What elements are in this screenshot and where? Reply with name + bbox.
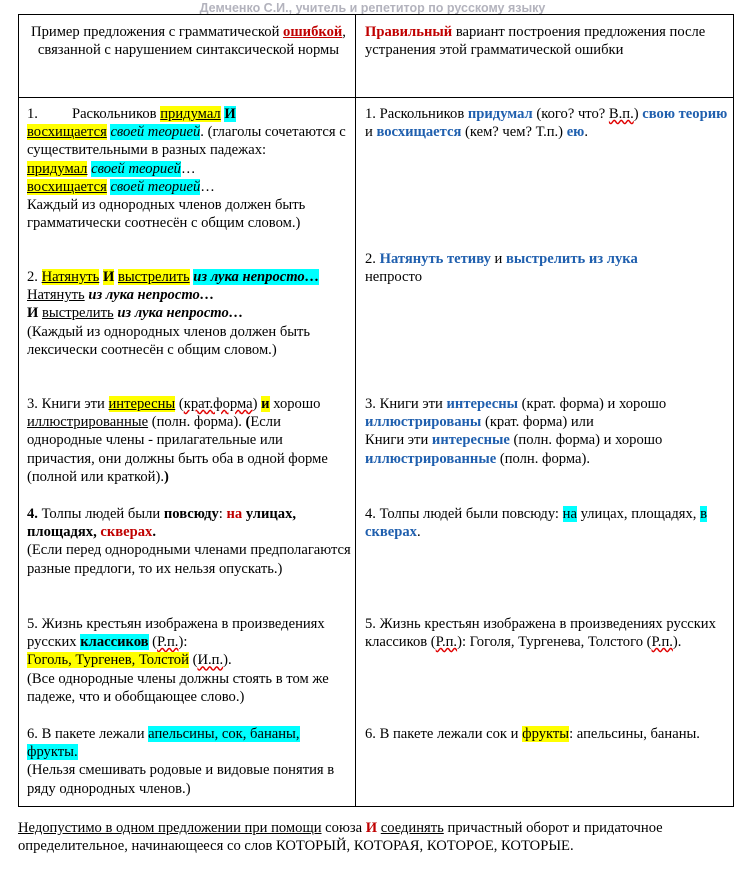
text: хорошо [273, 396, 321, 412]
text: выстрелить из лука [506, 251, 638, 267]
header-left-error-word: ошибкой [283, 24, 343, 40]
text: (крат. форма) и хорошо [518, 396, 667, 412]
text: . [416, 524, 421, 541]
text: ) [633, 106, 639, 122]
text: 3. Книги эти [365, 396, 443, 412]
highlight-object: своей теорией [91, 160, 181, 177]
table-row [19, 98, 734, 807]
text: (Каждый из однородных членов должен быть лексически соотнесён с общим словом.) [27, 323, 311, 358]
text: интересны [446, 396, 519, 412]
right-example-4 [365, 505, 729, 615]
highlight-verb: Натянуть [41, 269, 100, 285]
text: (Если перед однородными членами предполагаются разные предлоги, то их нельзя опускать.) [27, 542, 351, 577]
text: улицах, площадях, [580, 506, 697, 522]
right-example-6 [365, 725, 729, 743]
text: свою теорию [642, 106, 728, 122]
text: скверах [365, 524, 417, 541]
text: улицах, площадях, [27, 506, 297, 541]
right-example-3 [365, 395, 729, 505]
text: … [180, 160, 196, 177]
spellcheck-word: Р.п. [157, 634, 179, 651]
text: на [226, 506, 243, 522]
highlight-verb: придумал [160, 106, 221, 122]
text: (полн. форма). [496, 450, 590, 467]
left-example-4 [27, 505, 351, 615]
text: причастный оборот и придаточное определительное, начинающееся со слов КОТОРЫЙ, КОТОРАЯ, КОТОРОЕ, КОТОРЫЕ. [18, 820, 663, 855]
text: иллюстрированные [365, 450, 497, 467]
right-example-2 [365, 250, 729, 395]
text: Раскольников [71, 106, 157, 122]
text: ) [164, 468, 169, 485]
header-right [356, 15, 734, 98]
grammar-table [18, 14, 734, 807]
highlight-conjunction: И [224, 106, 236, 122]
text: соединять [380, 820, 444, 836]
text: скверах [100, 524, 153, 541]
text: 4. Толпы людей были повсюду: [365, 506, 559, 522]
text: иллюстрированы [365, 414, 482, 431]
text: Каждый из однородных членов должен быть грамматически соотнесён с общим словом.) [27, 197, 306, 232]
highlight-object: своей теорией [110, 178, 201, 195]
highlight-adjective: интересны [108, 396, 176, 412]
spellcheck-word: Р.п. [435, 634, 458, 651]
highlight-preposition: на [562, 506, 577, 522]
header-right-correct-word: Правильный [365, 24, 453, 40]
text: И [27, 305, 39, 322]
text: ). [223, 652, 232, 669]
highlight-list: апельсины, сок, бананы, фрукты. [27, 726, 300, 761]
text: 6. В пакете лежали [27, 726, 145, 742]
spellcheck-word: крат.форма [183, 396, 253, 412]
highlight-verb: восхищается [27, 178, 107, 195]
text: ( [192, 652, 198, 669]
text: : [218, 506, 223, 522]
text: Книги эти [365, 432, 429, 449]
text: ): Гоголя, Тургенева, Толстого ( [457, 634, 652, 651]
text: ею [566, 124, 585, 141]
item-number: 1. [27, 106, 38, 122]
spellcheck-word: В.п. [608, 106, 634, 122]
text: ). [672, 634, 682, 651]
text: 5. Жизнь крестьян изображена в произведениях русских классиков ( [365, 616, 716, 651]
text: 5. Жизнь крестьян изображена в произведениях русских [27, 616, 325, 651]
text: (крат. форма) или [481, 414, 594, 431]
text: ( [152, 634, 158, 651]
text: Недопустимо в одном предложении при помощи [18, 820, 322, 836]
watermark: Демченко С.И., учитель и репетитор по русскому языку [199, 1, 546, 15]
text: 3. Книги эти [27, 396, 105, 412]
examples-left-cell [19, 98, 356, 807]
header-left-text-2: , связанной с нарушением синтаксической нормы [37, 24, 346, 59]
text: (полн. форма) и хорошо [509, 432, 663, 449]
highlight-preposition: в [700, 506, 707, 522]
text: выстрелить [42, 305, 114, 322]
text: Если однородные члены - прилагательные или причастия, они должны быть оба в одной форме (полной или краткой). [27, 414, 328, 485]
highlight-conjunction: и [261, 396, 270, 412]
text: … [200, 178, 215, 195]
text: иллюстрированные [27, 414, 149, 431]
text: И [365, 820, 378, 836]
left-example-2 [27, 268, 351, 395]
text: придумал [467, 106, 533, 122]
header-left [19, 15, 356, 98]
header-row [19, 15, 734, 98]
text: . [152, 524, 157, 541]
highlight-list: Гоголь, Тургенев, Толстой [27, 652, 189, 669]
text: (кем? чем? Т.п.) [461, 124, 564, 141]
header-right-text: вариант построения предложения после устранения этой грамматической ошибки [365, 24, 706, 59]
text: непросто [365, 269, 423, 286]
text: ) [252, 396, 258, 412]
left-example-3 [27, 395, 351, 505]
text: 1. Раскольников [365, 106, 465, 122]
text: . (глаголы сочетаются с существительными в разных падежах: [27, 124, 346, 159]
highlight-verb: восхищается [27, 124, 107, 141]
spellcheck-word: Р.п. [651, 634, 673, 651]
text: 2. [365, 251, 376, 267]
header-left-text-1: Пример предложения с грамматической [31, 24, 280, 40]
text: . [584, 124, 588, 141]
right-example-1 [365, 105, 729, 250]
text: (кого? что? [532, 106, 606, 122]
item-number: 2. [27, 269, 38, 285]
highlight-verb: придумал [27, 160, 88, 177]
text: Натянуть тетиву [379, 251, 491, 267]
highlight-phrase: из лука непросто… [193, 269, 320, 285]
text: и [365, 124, 373, 141]
text: из лука непросто… [117, 305, 244, 322]
examples-right-cell [356, 98, 734, 807]
text: Толпы людей были [41, 506, 161, 522]
text: и [490, 251, 503, 267]
text: Натянуть [27, 287, 85, 304]
text: ( [245, 414, 251, 431]
highlight-object: своей теорией [110, 124, 201, 141]
item-number: 4. [27, 506, 38, 522]
text: ): [178, 634, 188, 651]
text: союза [321, 820, 363, 836]
highlight-verb: выстрелить [117, 269, 190, 285]
right-example-5 [365, 615, 729, 725]
highlight-word: фрукты [522, 726, 570, 742]
left-example-1 [27, 105, 351, 268]
text: : апельсины, бананы. [569, 726, 700, 742]
highlight-conjunction: И [102, 269, 115, 285]
text: (Все однородные члены должны стоять в том же падеже, что и обобщающее слово.) [27, 670, 329, 705]
text: (полн. форма). [148, 414, 242, 431]
text: повсюду [163, 506, 219, 522]
text: 6. В пакете лежали сок и [365, 726, 519, 742]
text: (Нельзя смешивать родовые и видовые понятия в ряду однородных членов.) [27, 762, 335, 797]
footer-note [18, 819, 698, 855]
text: из лука непросто… [88, 287, 215, 304]
left-example-5 [27, 615, 351, 725]
left-example-6 [27, 725, 351, 798]
spellcheck-word: И.п. [197, 652, 224, 669]
text: восхищается [376, 124, 462, 141]
text: интересные [431, 432, 510, 449]
text: ( [178, 396, 184, 412]
highlight-noun: классиков [80, 634, 149, 651]
